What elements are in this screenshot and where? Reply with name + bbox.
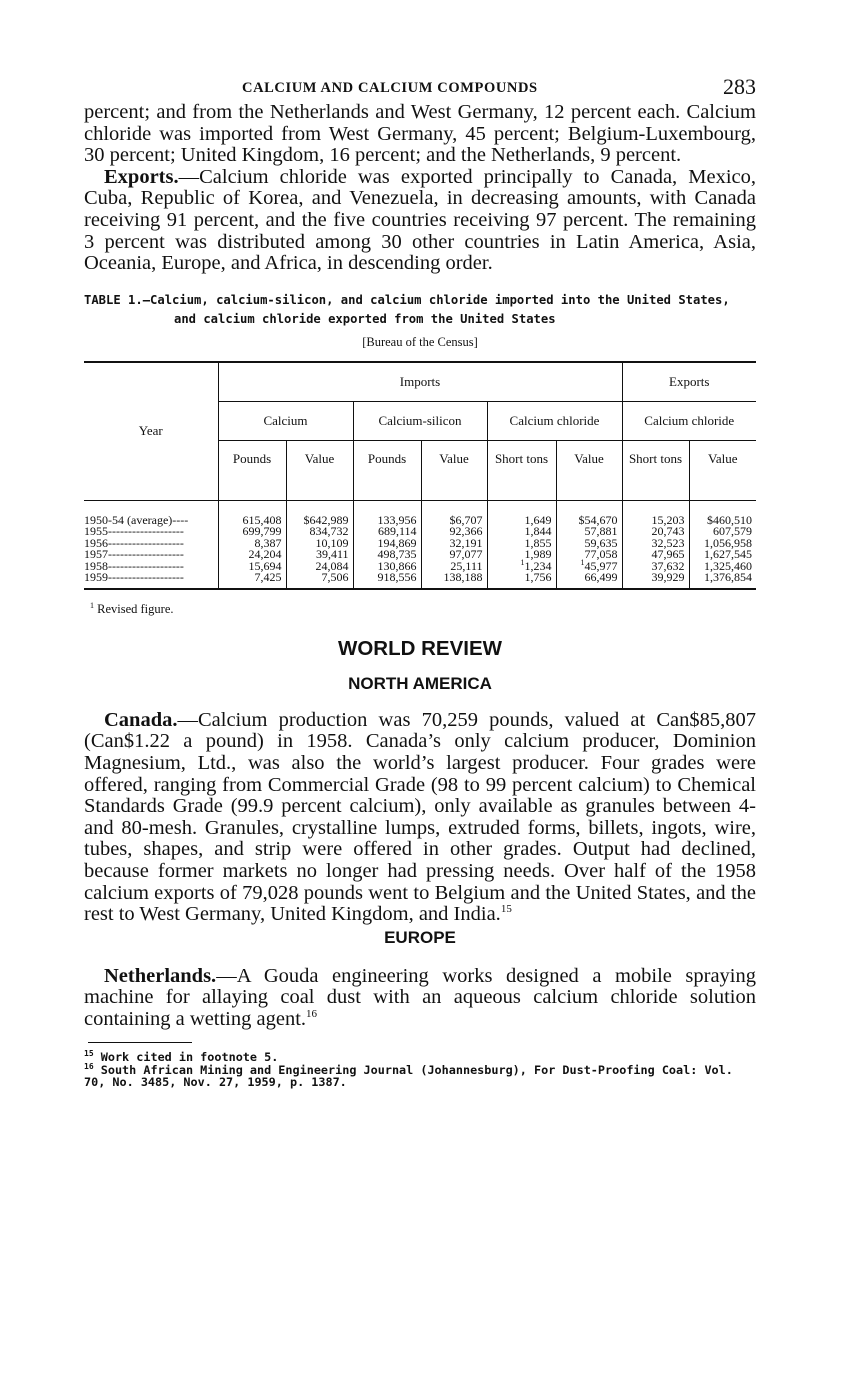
- north-america-heading: NORTH AMERICA: [348, 673, 492, 693]
- table-cell: 15,203: [622, 500, 689, 526]
- table-cell: 615,408: [218, 500, 286, 526]
- table-cell: 47,965: [622, 549, 689, 561]
- table-cell: 138,188: [421, 572, 487, 589]
- table-cell: 97,077: [421, 549, 487, 561]
- page-number: 283: [723, 74, 756, 99]
- table-cell: 130,866: [353, 561, 421, 573]
- table-cell: 92,366: [421, 526, 487, 538]
- table-cell: $460,510: [689, 500, 756, 526]
- table-cell: 1,325,460: [689, 561, 756, 573]
- canada-heading: Canada.: [104, 708, 178, 731]
- table-source: [Bureau of the Census]: [362, 334, 478, 349]
- table-cell: 15,694: [218, 561, 286, 573]
- page-header: [84, 72, 756, 102]
- table-cell: 1,649: [487, 500, 556, 526]
- table-cell: $642,989: [286, 500, 353, 526]
- table-cell: 8,387: [218, 538, 286, 550]
- year-column-header: Year: [84, 362, 218, 501]
- calcium-pounds-header: Pounds: [218, 440, 286, 500]
- table-cell: 59,635: [556, 538, 622, 550]
- imports-exports-table: [84, 361, 756, 590]
- table-footnote-text: Revised figure.: [97, 601, 174, 616]
- table-cell: 77,058: [556, 549, 622, 561]
- table-cell: 7,425: [218, 572, 286, 589]
- table-cell: 1,855: [487, 538, 556, 550]
- revised-value: 45,977: [584, 558, 618, 573]
- table-cell: 918,556: [353, 572, 421, 589]
- revised-value: 1,234: [524, 558, 552, 573]
- canada-text: —Calcium production was 70,259 pounds, valued at Can$85,807 (Can$1.22 a pound) in 1958. Canada’s only calcium producer, Dominion Magnesium, Ltd., was also the world’s largest producer. Four grades were offered, ranging from Commercial Grade (98 to 99 percent calcium) to Chemical Standards Grade (99.9 percent calcium), only available as granules between 4- and 80-mesh. Granules, crystalline lumps, extruded forms, billets, ingots, wire, tubes, shapes, and strip were offered in other grades. Output had declined, because former markets no longer had pressing needs. Over half of the 1958 calcium exports of 79,028 pounds went to Belgium and the United States, and the rest to West Germany, United Kingdom, and India.: [84, 708, 756, 926]
- footnote-text: South African Mining and Engineering Journal (Johannesburg), For Dust-Proofing Coal: Vol. 70, No. 3485, Nov. 27, 1959, p. 1387.: [84, 1062, 733, 1090]
- table-cell: 37,632: [622, 561, 689, 573]
- canada-paragraph: [84, 710, 756, 926]
- table-cell: 498,735: [353, 549, 421, 561]
- table-cell: 24,204: [218, 549, 286, 561]
- import-value-header: Value: [556, 440, 622, 500]
- export-short-tons-header: Short tons: [622, 440, 689, 500]
- year-cell: 1957-------------------: [84, 547, 184, 562]
- world-review-heading: WORLD REVIEW: [338, 636, 502, 660]
- table-cell: 699,799: [218, 526, 286, 538]
- table-footnote-marker: 1: [90, 600, 94, 610]
- calcium-value-header: Value: [286, 440, 353, 500]
- table-cell: 1,376,854: [689, 572, 756, 589]
- table-cell: 607,579: [689, 526, 756, 538]
- table-cell: 834,732: [286, 526, 353, 538]
- exports-text: —Calcium chloride was exported principally to Canada, Mexico, Cuba, Republic of Korea, and Venezuela, in decreasing amounts, with Canada receiving 91 percent, and the five countries receiving 97 percent. The remaining 3 percent was distributed among 30 other countries in Latin America, Asia, Oceania, Europe, and Africa, in descending order.: [84, 165, 756, 275]
- table-cell: 1,756: [487, 572, 556, 589]
- europe-heading: EUROPE: [384, 927, 456, 947]
- table-cell: $54,670: [556, 500, 622, 526]
- netherlands-paragraph: [84, 966, 756, 1031]
- exports-paragraph: [84, 167, 756, 275]
- calcium-silicon-pounds-header: Pounds: [353, 440, 421, 500]
- table-cell: 66,499: [556, 572, 622, 589]
- page: [84, 72, 756, 1089]
- footnote-marker: 15: [84, 1049, 94, 1059]
- table-cell: 24,084: [286, 561, 353, 573]
- export-value-header: Value: [689, 440, 756, 500]
- table-cell: 39,929: [622, 572, 689, 589]
- netherlands-heading: Netherlands.: [104, 964, 217, 987]
- calcium-header: Calcium: [218, 401, 353, 440]
- year-cell: 1955-------------------: [84, 524, 184, 539]
- table-cell: 10,109: [286, 538, 353, 550]
- table-cell: 689,114: [353, 526, 421, 538]
- table-cell: 20,743: [622, 526, 689, 538]
- netherlands-footnote-ref: 16: [306, 1008, 318, 1021]
- table-cell: 57,881: [556, 526, 622, 538]
- imports-continued-paragraph: percent; and from the Netherlands and West Germany, 12 percent each. Calcium chloride was imported from West Germany, 45 percent; Belgium-Luxembourg, 30 percent; United Kingdom, 16 percent; and the Netherlands, 9 percent.: [84, 101, 756, 167]
- table-cell: 1,844: [487, 526, 556, 538]
- table-cell: 1,989: [487, 549, 556, 561]
- table-footnote: [84, 602, 756, 617]
- table-cell: 1,627,545: [689, 549, 756, 561]
- table-caption: TABLE 1.—Calcium, calcium-silicon, and calcium chloride imported into the United States, and calcium chloride exported from the United States: [84, 292, 730, 326]
- imports-header: Imports: [218, 362, 622, 402]
- year-cell: 1950-54 (average)----: [84, 512, 189, 527]
- footnotes: [84, 1051, 756, 1089]
- footnote-divider: [88, 1042, 192, 1043]
- year-cell: 1958-------------------: [84, 558, 184, 573]
- footnote-16: [84, 1064, 756, 1089]
- table-cell: 39,411: [286, 549, 353, 561]
- exports-header: Exports: [622, 362, 756, 402]
- calcium-silicon-value-header: Value: [421, 440, 487, 500]
- table-cell: 133,956: [353, 500, 421, 526]
- calcium-chloride-export-header: Calcium chloride: [622, 401, 756, 440]
- table-cell: 1,056,958: [689, 538, 756, 550]
- footnote-text: Work cited in footnote 5.: [100, 1050, 279, 1065]
- table-cell: $6,707: [421, 500, 487, 526]
- calcium-silicon-header: Calcium-silicon: [353, 401, 487, 440]
- running-head: CALCIUM AND CALCIUM COMPOUNDS: [242, 80, 538, 96]
- revised-footnote-marker: 1: [520, 557, 525, 567]
- table-cell: 32,191: [421, 538, 487, 550]
- table-cell: 194,869: [353, 538, 421, 550]
- table-cell: 7,506: [286, 572, 353, 589]
- import-short-tons-header: Short tons: [487, 440, 556, 500]
- canada-footnote-ref: 15: [500, 903, 512, 916]
- table-row: [84, 500, 756, 526]
- table-cell: 25,111: [421, 561, 487, 573]
- calcium-chloride-import-header: Calcium chloride: [487, 401, 622, 440]
- exports-heading: Exports.: [104, 165, 179, 188]
- table-cell: 32,523: [622, 538, 689, 550]
- revised-footnote-marker: 1: [580, 557, 585, 567]
- year-cell: 1959-------------------: [84, 572, 218, 589]
- table-row: [84, 572, 756, 589]
- netherlands-text: —A Gouda engineering works designed a mobile spraying machine for allaying coal dust with an aqueous calcium chloride solution containing a wetting agent.: [84, 964, 756, 1030]
- footnote-marker: 16: [84, 1062, 94, 1072]
- year-cell: 1956-------------------: [84, 535, 184, 550]
